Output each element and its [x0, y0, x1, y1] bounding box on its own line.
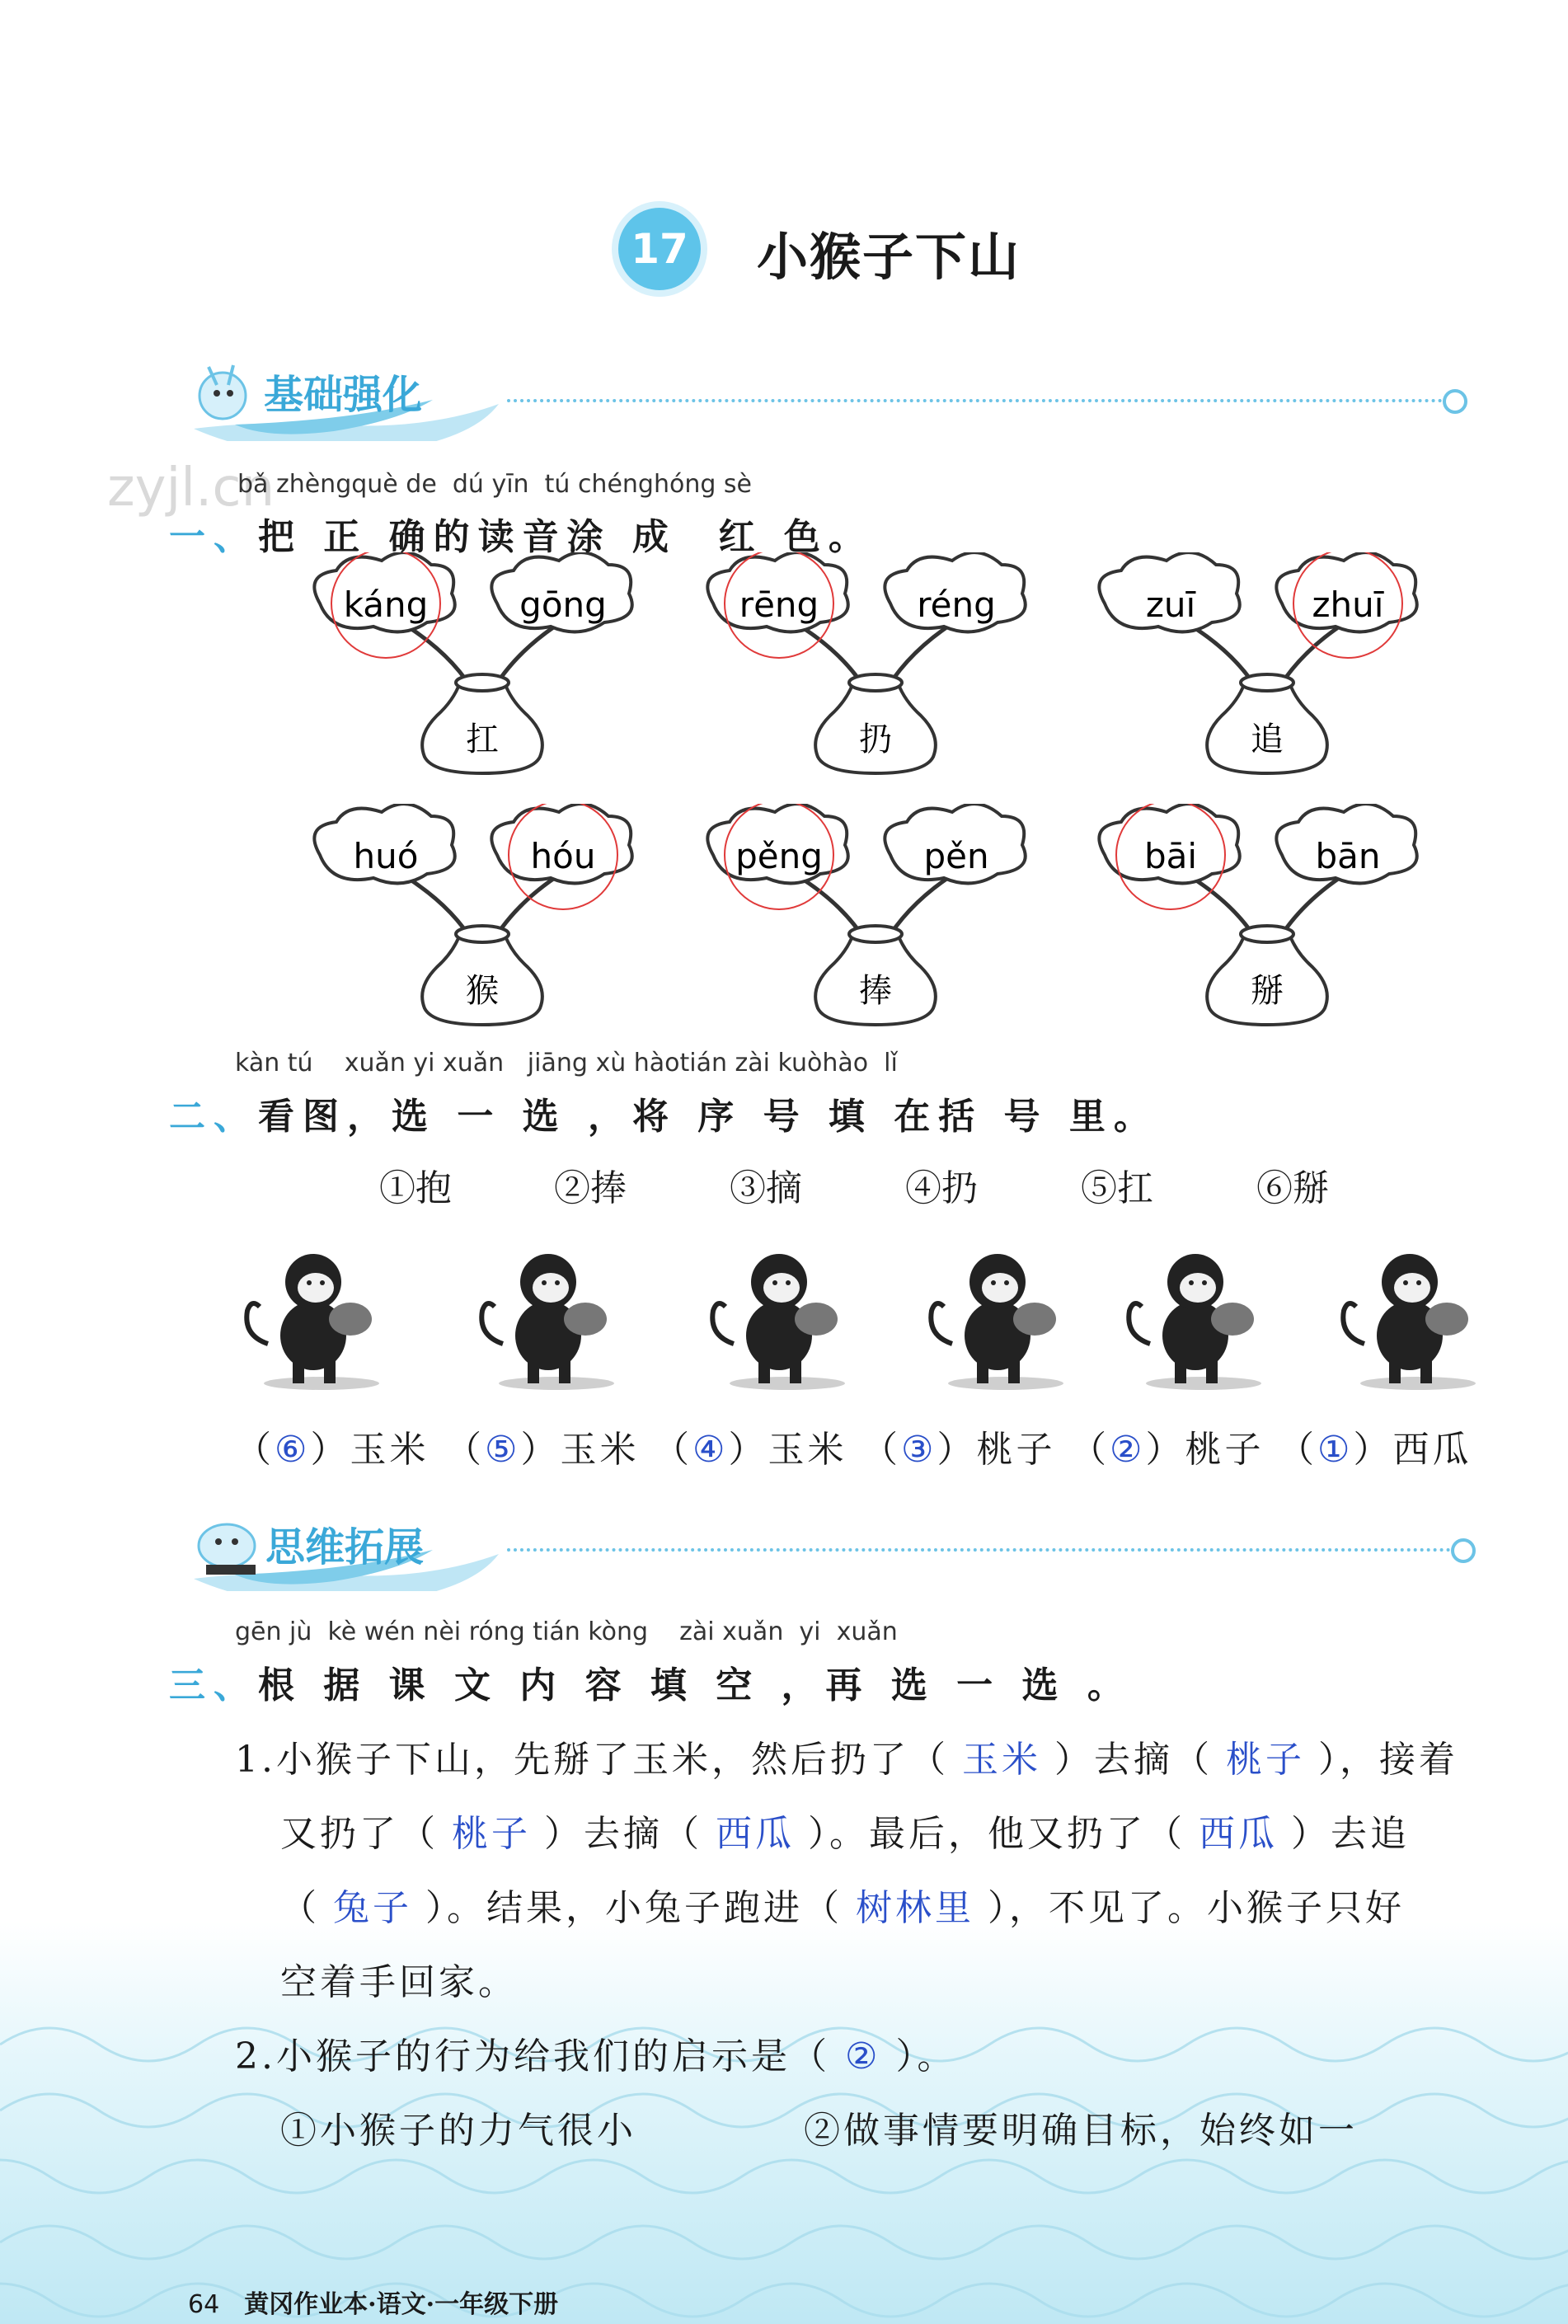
text-span: 1.小猴子下山，先掰了玉米，然后扔了（ — [235, 1739, 949, 1781]
q2-title — [169, 1087, 1158, 1139]
answer-blank: 玉米 — [961, 1739, 1041, 1781]
watermark: zyjl.cn — [107, 458, 275, 519]
q3-title — [169, 1655, 1132, 1708]
section-divider — [507, 399, 1443, 402]
answer-blank: 西瓜 — [1199, 1813, 1278, 1855]
option-1: ①抱 — [379, 1167, 452, 1209]
answer-blank: 桃子 — [1225, 1739, 1305, 1781]
paren-open: （ — [1070, 1429, 1110, 1471]
answer-blank-3 — [653, 1420, 847, 1472]
paren-open: （ — [1278, 1429, 1317, 1471]
answer-blank: ② — [844, 2035, 881, 2078]
text-span: ）。最后，他又扔了（ — [808, 1813, 1185, 1855]
pot-item — [312, 552, 658, 783]
q3-p1-line2 — [280, 1804, 1410, 1857]
pot-character: 掰 — [1251, 972, 1284, 1010]
book-title: 黄冈作业本·语文·一年级下册 — [244, 2290, 559, 2319]
blank-answer: ① — [1317, 1429, 1354, 1471]
pot-character: 追 — [1251, 721, 1284, 758]
blank-label: ）玉米 — [728, 1429, 847, 1471]
q3-p2-stem — [235, 2026, 956, 2079]
divider-end-icon-2 — [1451, 1538, 1476, 1563]
pinyin-option-left: káng — [343, 585, 429, 625]
option-6: ⑥掰 — [1256, 1167, 1329, 1209]
pinyin-option-left: rēng — [739, 585, 819, 625]
paren-open: （ — [235, 1429, 275, 1471]
text-span: ），接着 — [1317, 1739, 1458, 1781]
q3-p2-option2: ②做事情要明确目标，始终如一 — [804, 2110, 1358, 2152]
pot-rim — [849, 926, 902, 942]
section-divider-2 — [507, 1548, 1451, 1552]
pinyin-option-right: réng — [917, 585, 996, 625]
q3-p2-option1: ①小猴子的力气很小 — [280, 2110, 636, 2152]
q3-text: 根 据 课 文 内 容 填 空 ，再 选 一 选 。 — [258, 1664, 1132, 1707]
text-span: 2.小猴子的行为给我们的启示是（ — [235, 2035, 830, 2078]
pinyin-option-right: zhuī — [1312, 585, 1384, 625]
text-span: （ — [280, 1887, 320, 1929]
pot-item — [1096, 804, 1443, 1035]
pot-rim — [456, 674, 509, 691]
q3-p1-line4: 空着手回家。 — [280, 1961, 518, 2003]
q3-p1-line1 — [235, 1730, 1458, 1782]
blank-answer: ② — [1110, 1429, 1146, 1471]
section-title-extend: 思维拓展 — [265, 1524, 425, 1570]
q3-p1-line3 — [280, 1878, 1405, 1931]
pinyin-option-right: pěn — [923, 836, 989, 876]
option-5: ⑤扛 — [1081, 1167, 1153, 1209]
answer-blank-6 — [1278, 1420, 1472, 1472]
text-span: ）去追 — [1291, 1813, 1410, 1855]
text-span: ）。 — [895, 2035, 957, 2078]
answer-blank: 树林里 — [856, 1887, 974, 1929]
blank-label: ）桃子 — [1145, 1429, 1265, 1471]
answer-blank: 兔子 — [333, 1887, 412, 1929]
pot-item — [312, 804, 658, 1035]
monkey-picture-4 — [919, 1237, 1092, 1393]
text-span: 又扔了（ — [280, 1813, 439, 1855]
answer-blank-4 — [861, 1420, 1055, 1472]
q1-number: 一、 — [169, 516, 258, 558]
pot-character: 扛 — [466, 721, 499, 758]
pot-item — [705, 552, 1051, 783]
blank-answer: ③ — [901, 1429, 937, 1471]
monkey-picture-1 — [235, 1237, 408, 1393]
answer-blank: 桃子 — [452, 1813, 531, 1855]
pot-character: 捧 — [859, 972, 892, 1010]
pinyin-option-left: zuī — [1145, 585, 1196, 625]
section-title-basic: 基础强化 — [264, 372, 423, 418]
answer-blank-5 — [1070, 1420, 1264, 1472]
blank-label: ）西瓜 — [1353, 1429, 1472, 1471]
answer-blank-2 — [445, 1420, 639, 1472]
monkey-picture-5 — [1117, 1237, 1290, 1393]
option-3: ③摘 — [730, 1167, 802, 1209]
blank-answer: ⑤ — [485, 1429, 521, 1471]
option-4: ④扔 — [905, 1167, 978, 1209]
q2-number: 二、 — [169, 1096, 258, 1138]
blank-label: ）桃子 — [937, 1429, 1056, 1471]
q3-pinyin: gēn jù kè wén nèi róng tián kòng zài xuǎn yi xuǎn — [235, 1617, 898, 1646]
answer-blank-1 — [235, 1420, 429, 1472]
blank-answer: ⑥ — [275, 1429, 311, 1471]
lesson-title: 小猴子下山 — [757, 227, 1021, 287]
answer-blank: 西瓜 — [716, 1813, 795, 1855]
pinyin-option-right: gōng — [519, 585, 607, 625]
monkey-picture-2 — [470, 1237, 643, 1393]
pot-rim — [849, 674, 902, 691]
q1-text: 把 正 确的读音涂 成 红 色。 — [258, 516, 873, 558]
blank-answer: ④ — [692, 1429, 729, 1471]
q3-number: 三、 — [169, 1664, 258, 1707]
blank-label: ）玉米 — [310, 1429, 430, 1471]
text-span: ）去摘（ — [1054, 1739, 1213, 1781]
paren-open: （ — [861, 1429, 901, 1471]
text-span: ）去摘（ — [544, 1813, 702, 1855]
pinyin-option-right: bān — [1315, 836, 1381, 876]
q2-pinyin: kàn tú xuǎn yi xuǎn jiāng xù hàotián zài kuòhào lǐ — [235, 1049, 898, 1077]
page-number: 64 — [188, 2290, 220, 2319]
q2-text: 看图，选 一 选 ，将 序 号 填 在括 号 里。 — [258, 1096, 1158, 1138]
pot-rim — [1241, 674, 1293, 691]
pot-character: 猴 — [466, 972, 499, 1010]
pot-item — [1096, 552, 1443, 783]
pinyin-option-left: bāi — [1143, 836, 1198, 876]
pot-character: 扔 — [859, 721, 892, 758]
pot-item — [705, 804, 1051, 1035]
page-footer — [188, 2284, 558, 2320]
option-2: ②捧 — [554, 1167, 627, 1209]
text-span: ）。结果，小兔子跑进（ — [425, 1887, 843, 1929]
pinyin-option-left: huó — [353, 836, 419, 876]
pot-rim — [1241, 926, 1293, 942]
lesson-number: 17 — [618, 208, 701, 290]
pinyin-option-right: hóu — [530, 836, 596, 876]
paren-open: （ — [445, 1429, 485, 1471]
pot-rim — [456, 926, 509, 942]
monkey-picture-3 — [701, 1237, 874, 1393]
divider-end-icon — [1443, 389, 1467, 414]
blank-label: ）玉米 — [520, 1429, 640, 1471]
pinyin-option-left: pěng — [735, 836, 823, 876]
monkey-picture-6 — [1331, 1237, 1505, 1393]
paren-open: （ — [653, 1429, 692, 1471]
q1-pinyin: bǎ zhèngquè de dú yīn tú chénghóng sè — [237, 470, 753, 499]
text-span: ），不见了。小猴子只好 — [988, 1887, 1405, 1929]
